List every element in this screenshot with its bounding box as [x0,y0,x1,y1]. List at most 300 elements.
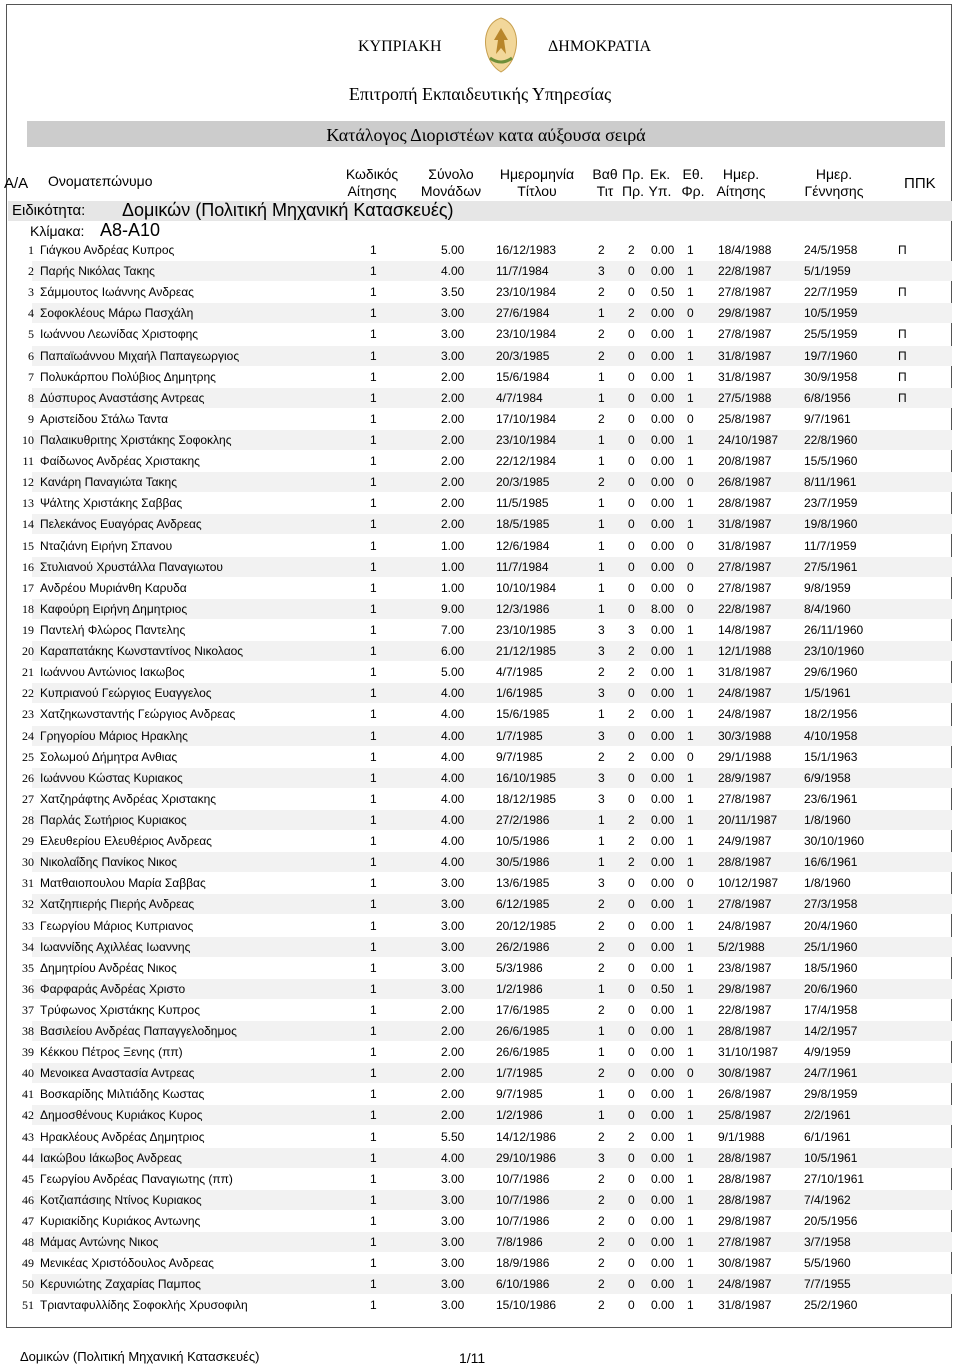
cell-idx: 48 [22,1235,34,1250]
cell-pr: 0 [628,475,635,490]
cell-bath: 2 [598,348,605,363]
cell-date: 7/8/1986 [496,1235,543,1250]
cell-idx: 43 [22,1129,34,1144]
cell-date: 21/12/1985 [496,644,557,659]
cell-appd: 28/8/1987 [718,1150,772,1165]
cell-ek: 0.00 [651,770,675,785]
cell-name: Ιωάννου Αντώνιος Ιακωβος [40,665,185,680]
cell-date: 15/10/1986 [496,1298,557,1313]
cell-code: 1 [370,1192,377,1207]
commission-title: Επιτροπή Εκπαιδευτικής Υπηρεσίας [348,84,612,104]
cell-idx: 51 [22,1298,34,1313]
cell-code: 1 [370,1045,377,1060]
cell-ek: 0.00 [651,1298,675,1313]
cell-bath: 1 [598,517,605,532]
cell-units: 4.00 [441,855,465,870]
cell-appd: 28/8/1987 [718,496,772,511]
cell-ek: 0.00 [651,454,675,469]
cell-idx: 40 [22,1066,34,1081]
cell-appd: 22/8/1987 [718,1002,772,1017]
col-ek [646,166,674,200]
cell-date: 20/3/1985 [496,348,550,363]
cell-code: 1 [370,1256,377,1271]
cell-units: 4.00 [441,728,465,743]
cell-appd: 24/10/1987 [718,432,779,447]
table-row [0,1105,960,1126]
cell-eth: 1 [687,1150,694,1165]
cell-pr: 0 [628,601,635,616]
table-row [0,831,960,852]
cell-ek: 0.00 [651,538,675,553]
cell-code: 1 [370,475,377,490]
cell-appd: 27/8/1987 [718,1235,772,1250]
cell-name: Κυριακίδης Κυριάκος Αντωνης [40,1214,201,1229]
cell-code: 1 [370,411,377,426]
cell-pr: 0 [628,1298,635,1313]
cell-date: 11/7/1984 [496,559,549,574]
cell-bath: 1 [598,834,605,849]
cell-idx: 47 [22,1214,34,1229]
republic-left: ΚΥΠΡΙΑΚΗ [358,38,442,55]
cell-pr: 0 [628,876,635,891]
cell-pr: 0 [628,369,635,384]
col-units-line1: Σύνολο [428,166,474,182]
catalog-title: Κατάλογος Διοριστέων κατα αύξουσα σειρά [27,121,945,147]
cell-ek: 0.00 [651,876,675,891]
cell-appd: 9/1/1988 [718,1129,765,1144]
cell-units: 3.00 [441,306,465,321]
table-row [0,704,960,725]
cell-bath: 2 [598,1002,605,1017]
cell-name: Ιωάννου Κώστας Κυριακος [40,770,183,785]
cell-appd: 26/8/1987 [718,1087,772,1102]
cell-birth: 10/5/1959 [804,306,858,321]
cell-name: Σολωμού Δήμητρα Ανθιας [40,749,178,764]
cell-ek: 0.00 [651,369,675,384]
cell-birth: 7/4/1962 [804,1192,851,1207]
cell-bath: 2 [598,665,605,680]
cell-birth: 6/1/1961 [804,1129,851,1144]
cell-units: 7.00 [441,622,465,637]
cell-name: Ανδρέου Μυριάνθη Καρυδα [40,580,187,595]
cell-eth: 0 [687,1066,694,1081]
cell-bath: 3 [598,770,605,785]
col-units [414,166,488,200]
cell-bath: 1 [598,580,605,595]
cell-birth: 1/8/1960 [804,812,851,827]
cell-idx: 18 [22,601,34,616]
cell-bath: 1 [598,1024,605,1039]
table-row [0,388,960,409]
cell-bath: 2 [598,960,605,975]
cell-units: 3.00 [441,1235,465,1250]
cell-name: Παλαικυθριτης Χριστάκης Σοφοκλης [40,432,232,447]
col-code [340,166,404,200]
cell-bath: 1 [598,707,605,722]
cell-eth: 1 [687,1002,694,1017]
cell-date: 26/2/1986 [496,939,550,954]
cell-name: Κέκκου Πέτρος Ξενης (ππ) [40,1045,183,1060]
cell-pr: 0 [628,1087,635,1102]
cell-eth: 1 [687,1277,694,1292]
cell-pr: 0 [628,580,635,595]
cell-units: 3.00 [441,327,465,342]
table-row [0,346,960,367]
cell-appd: 24/8/1987 [718,918,772,933]
cell-eth: 1 [687,1214,694,1229]
cell-units: 6.00 [441,644,465,659]
cell-code: 1 [370,559,377,574]
cell-name: Μάμας Αντώνης Νικος [40,1235,159,1250]
table-row [0,958,960,979]
cell-bath: 2 [598,1298,605,1313]
col-eth-line1: Εθ. [682,166,704,182]
cell-date: 10/10/1984 [496,580,557,595]
table-row [0,620,960,641]
cell-pr: 0 [628,728,635,743]
cell-date: 10/5/1986 [496,834,550,849]
cell-code: 1 [370,897,377,912]
cell-appd: 10/12/1987 [718,876,779,891]
cell-name: Καραπατάκης Κωνσταντίνος Νικολαος [40,644,244,659]
cell-pr: 0 [628,390,635,405]
table-row [0,1042,960,1063]
cell-bath: 1 [598,601,605,616]
cell-name: Γεωργίου Ανδρέας Παναγιωτης (ππ) [40,1171,233,1186]
cell-pr: 0 [628,897,635,912]
cell-code: 1 [370,369,377,384]
cell-pr: 2 [628,749,635,764]
cell-name: Φαίδωνος Ανδρέας Χριστακης [40,454,200,469]
cell-idx: 24 [22,728,34,743]
cell-birth: 19/7/1960 [804,348,858,363]
cell-pr: 2 [628,644,635,659]
table-row [0,324,960,345]
cell-code: 1 [370,1066,377,1081]
cell-ek: 0.00 [651,1150,675,1165]
cell-ek: 0.00 [651,348,675,363]
cell-bath: 2 [598,1192,605,1207]
cell-eth: 1 [687,918,694,933]
table-row [0,599,960,620]
cell-pr: 0 [628,496,635,511]
cell-idx: 15 [22,538,34,553]
cell-birth: 16/6/1961 [804,855,858,870]
cell-eth: 0 [687,306,694,321]
cell-ek: 0.00 [651,1214,675,1229]
cell-eth: 1 [687,770,694,785]
cell-ek: 0.00 [651,1129,675,1144]
table-row [0,789,960,810]
cell-idx: 38 [22,1024,34,1039]
cell-units: 3.00 [441,1256,465,1271]
cell-birth: 4/10/1958 [804,728,858,743]
cell-appd: 25/8/1987 [718,1108,772,1123]
cell-ek: 0.00 [651,791,675,806]
cell-eth: 0 [687,411,694,426]
cell-bath: 3 [598,686,605,701]
cell-code: 1 [370,644,377,659]
cell-code: 1 [370,1171,377,1186]
cell-idx: 32 [22,897,34,912]
cell-units: 2.00 [441,475,465,490]
cell-name: Ιωαννίδης Αχιλλέας Ιωαννης [40,939,191,954]
cell-idx: 25 [22,749,34,764]
cell-idx: 50 [22,1277,34,1292]
cell-name: Πολυκάρπου Πολύβιος Δημητρης [40,369,216,384]
cell-bath: 2 [598,1235,605,1250]
table-row [0,514,960,535]
cell-eth: 0 [687,475,694,490]
cell-birth: 2/2/1961 [804,1108,851,1123]
cell-eth: 1 [687,644,694,659]
cell-bath: 1 [598,454,605,469]
cell-birth: 23/6/1961 [804,791,858,806]
cell-idx: 3 [28,285,34,300]
cell-date: 18/5/1985 [496,517,550,532]
cell-pr: 0 [628,348,635,363]
cell-code: 1 [370,1024,377,1039]
cell-bath: 3 [598,791,605,806]
cell-units: 9.00 [441,601,465,616]
cell-units: 2.00 [441,1002,465,1017]
cell-appd: 27/8/1987 [718,897,772,912]
cell-pr: 0 [628,411,635,426]
table-row [0,1084,960,1105]
cell-ppk: Π [898,243,907,257]
cell-bath: 2 [598,327,605,342]
cell-date: 9/7/1985 [496,1087,543,1102]
col-eth-line2: Φρ. [681,183,705,199]
cell-pr: 0 [628,517,635,532]
cell-units: 4.00 [441,749,465,764]
cell-appd: 25/8/1987 [718,411,772,426]
cell-eth: 1 [687,707,694,722]
cell-pr: 2 [628,707,635,722]
cell-appd: 22/8/1987 [718,264,772,279]
cell-name: Βοσκαρίδης Μιλτιάδης Κωστας [40,1087,205,1102]
cell-units: 4.00 [441,707,465,722]
cell-appd: 27/8/1987 [718,559,772,574]
cell-date: 26/6/1985 [496,1045,550,1060]
table-row [0,1148,960,1169]
cell-ek: 0.00 [651,411,675,426]
cell-date: 6/10/1986 [496,1277,550,1292]
cell-date: 12/3/1986 [496,601,550,616]
cell-ek: 0.00 [651,1235,675,1250]
cell-units: 2.00 [441,517,465,532]
cell-pr: 0 [628,1277,635,1292]
cell-idx: 14 [22,517,34,532]
cell-date: 27/2/1986 [496,812,550,827]
cell-birth: 10/5/1961 [804,1150,858,1165]
col-name: Ονοματεπώνυμο [48,173,153,189]
cell-eth: 1 [687,264,694,279]
cell-name: Ματθαιοπουλου Μαρία Σαββας [40,876,206,891]
cell-pr: 2 [628,855,635,870]
cell-name: Νικολαΐδης Πανίκος Νικος [40,855,178,870]
cell-date: 10/7/1986 [496,1214,550,1229]
cell-eth: 1 [687,517,694,532]
col-bath-line1: Βαθ [592,166,618,182]
cell-birth: 14/2/1957 [804,1024,858,1039]
cell-pr: 0 [628,791,635,806]
cell-name: Γεωργίου Μάριος Κυπριανος [40,918,194,933]
cell-appd: 29/8/1987 [718,1214,772,1229]
cell-pr: 3 [628,622,635,637]
cell-appd: 27/8/1987 [718,285,772,300]
cell-pr: 0 [628,1024,635,1039]
table-row [0,1274,960,1295]
cell-appd: 28/9/1987 [718,770,772,785]
cell-ek: 0.00 [651,749,675,764]
cell-units: 2.00 [441,496,465,511]
cell-bath: 2 [598,897,605,912]
cell-ek: 0.00 [651,559,675,574]
cell-units: 2.00 [441,432,465,447]
cell-idx: 23 [22,707,34,722]
cell-pr: 2 [628,306,635,321]
cell-date: 23/10/1985 [496,622,557,637]
cell-units: 4.00 [441,264,465,279]
cell-eth: 1 [687,981,694,996]
cell-date: 6/12/1985 [496,897,550,912]
cell-idx: 39 [22,1045,34,1060]
cell-bath: 1 [598,496,605,511]
col-appd-line1: Ημερ. [722,166,760,182]
cell-appd: 30/8/1987 [718,1256,772,1271]
cell-name: Χατζηράφτης Ανδρέας Χριστακης [40,791,217,806]
cell-pr: 2 [628,812,635,827]
cell-ek: 0.00 [651,897,675,912]
cell-appd: 24/8/1987 [718,686,772,701]
cell-birth: 1/8/1960 [804,876,851,891]
cell-ek: 0.00 [651,327,675,342]
cell-bath: 2 [598,1214,605,1229]
table-row [0,1021,960,1042]
cell-pr: 2 [628,243,635,257]
cell-units: 3.00 [441,918,465,933]
cell-birth: 18/5/1960 [804,960,858,975]
col-date-line2: Τίτλου [517,183,557,199]
cell-appd: 31/8/1987 [718,538,772,553]
col-ek-line2: Υπ. [648,183,672,199]
cell-idx: 4 [28,306,34,321]
cell-birth: 29/8/1959 [804,1087,858,1102]
cell-birth: 1/5/1961 [804,686,851,701]
cell-ek: 0.00 [651,1002,675,1017]
cell-ek: 0.00 [651,1108,675,1123]
cell-bath: 2 [598,918,605,933]
table-row [0,303,960,324]
cell-appd: 30/8/1987 [718,1066,772,1081]
cell-pr: 0 [628,559,635,574]
cell-birth: 25/5/1959 [804,327,858,342]
scale-label: Κλίμακα: [30,223,85,239]
cell-idx: 8 [28,390,34,405]
cell-birth: 17/4/1958 [804,1002,858,1017]
cell-bath: 2 [598,475,605,490]
cell-idx: 36 [22,981,34,996]
cell-name: Μενοικεα Αναστασία Αντρεας [40,1066,195,1081]
cell-units: 3.50 [441,285,465,300]
cell-eth: 0 [687,749,694,764]
cell-idx: 2 [28,264,34,279]
cell-pr: 0 [628,960,635,975]
cell-name: Κοτζιαπάσιης Ντίνος Κυριακος [40,1192,202,1207]
table-row [0,979,960,1000]
cell-date: 20/3/1985 [496,475,550,490]
cell-appd: 27/5/1988 [718,390,772,405]
cell-appd: 24/8/1987 [718,707,772,722]
cell-code: 1 [370,327,377,342]
cell-appd: 31/8/1987 [718,348,772,363]
cell-date: 5/3/1986 [496,960,543,975]
cell-ek: 0.00 [651,243,675,257]
cell-date: 17/10/1984 [496,411,557,426]
cell-code: 1 [370,770,377,785]
cell-code: 1 [370,538,377,553]
cell-code: 1 [370,348,377,363]
cell-idx: 21 [22,665,34,680]
cell-idx: 44 [22,1150,34,1165]
republic-right: ΔΗΜΟΚΡΑΤΙΑ [548,38,652,55]
cell-bath: 2 [598,285,605,300]
cell-date: 23/10/1984 [496,432,557,447]
cell-name: Χατζηπιερής Πιερής Ανδρεας [40,897,195,912]
cell-ek: 0.00 [651,1066,675,1081]
cell-ek: 0.50 [651,981,675,996]
cell-birth: 5/1/1959 [804,264,851,279]
cell-ek: 0.00 [651,665,675,680]
table-row [0,768,960,789]
cell-birth: 8/4/1960 [804,601,851,616]
cell-eth: 1 [687,454,694,469]
cell-eth: 1 [687,686,694,701]
cell-pr: 2 [628,665,635,680]
cell-units: 3.00 [441,348,465,363]
cell-idx: 17 [22,580,34,595]
cell-code: 1 [370,876,377,891]
cell-pr: 0 [628,770,635,785]
cell-name: Καφούρη Ειρήνη Δημητριος [40,601,188,616]
cell-name: Παρής Νικόλας Τακης [40,264,155,279]
cell-birth: 18/2/1956 [804,707,858,722]
cell-code: 1 [370,791,377,806]
cell-bath: 1 [598,855,605,870]
cell-pr: 0 [628,327,635,342]
table-row [0,1169,960,1190]
table-row [0,472,960,493]
cell-pr: 0 [628,1256,635,1271]
cell-eth: 1 [687,390,694,405]
cell-code: 1 [370,812,377,827]
cell-name: Γρηγορίου Μάριος Ηρακλης [40,728,188,743]
cell-ek: 0.00 [651,306,675,321]
cell-units: 4.00 [441,1150,465,1165]
cell-appd: 31/8/1987 [718,1298,772,1313]
cyprus-emblem-icon [478,14,524,76]
cell-ppk: Π [898,285,907,300]
table-row [0,641,960,662]
cell-bath: 2 [598,1171,605,1186]
cell-appd: 27/8/1987 [718,580,772,595]
cell-idx: 6 [28,348,34,363]
cell-birth: 9/8/1959 [804,580,851,595]
cell-ek: 0.00 [651,580,675,595]
appointees-table [0,240,960,1317]
cell-code: 1 [370,707,377,722]
